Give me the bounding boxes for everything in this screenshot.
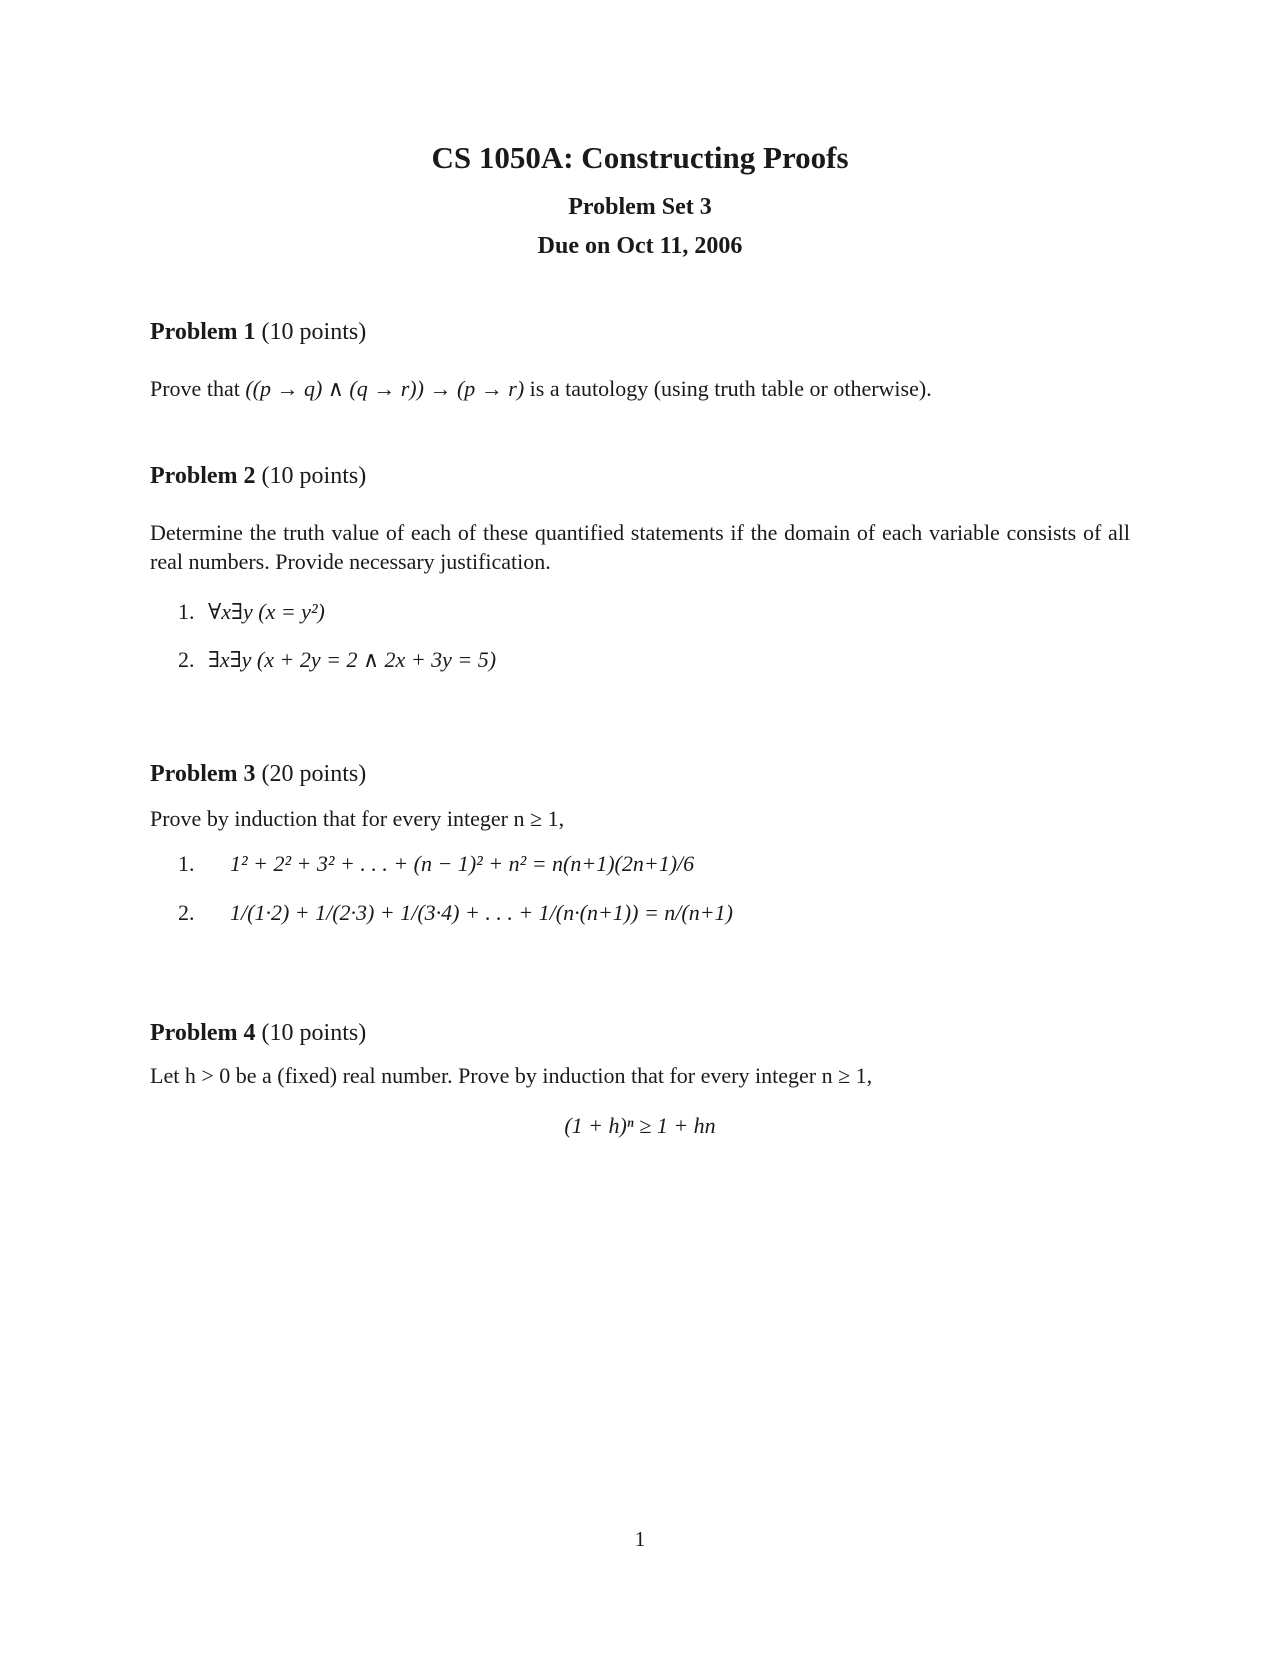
- problem-2-item-1: [178, 597, 325, 626]
- problem-4-points: (10 points): [261, 1020, 367, 1046]
- problem-2-label: Problem 2: [150, 463, 256, 489]
- problem-3-item-2-number: 2.: [178, 900, 195, 925]
- problem-2-points: (10 points): [261, 463, 367, 489]
- problem-3-label: Problem 3: [150, 761, 256, 787]
- problem-2-item-2: [178, 645, 496, 674]
- problem-1-formula: ((p → q) ∧ (q → r)) → (p → r): [245, 376, 525, 401]
- problem-4-statement: Let h > 0 be a (fixed) real number. Prove by induction that for every integer n ≥ 1,: [150, 1063, 873, 1088]
- page-number: 1: [634, 1527, 646, 1551]
- problem-4-formula: (1 + h)ⁿ ≥ 1 + hn: [564, 1113, 716, 1138]
- page-title: CS 1050A: Constructing Proofs: [431, 140, 849, 175]
- problem-2-item-1-formula: ∀x∃y (x = y²): [208, 599, 325, 624]
- problem-1-label: Problem 1: [150, 319, 256, 345]
- problem-2-item-2-number: 2.: [178, 647, 195, 672]
- problem-2-item-2-formula: ∃x∃y (x + 2y = 2 ∧ 2x + 3y = 5): [208, 647, 497, 672]
- problem-2-item-1-number: 1.: [178, 599, 195, 624]
- problem-3-statement: Prove by induction that for every integer n ≥ 1,: [150, 806, 565, 831]
- problem-3-item-2-formula: 1/(1·2) + 1/(2·3) + 1/(3·4) + . . . + 1/(n·(n+1)) = n/(n+1): [230, 900, 733, 925]
- problem-1-points: (10 points): [261, 319, 367, 345]
- due-date: Due on Oct 11, 2006: [537, 233, 743, 259]
- problem-3-item-1-number: 1.: [178, 851, 195, 876]
- problem-4-display-formula: [0, 1113, 1280, 1139]
- problem-set-label: Problem Set 3: [568, 194, 712, 220]
- problem-3-item-1-formula: 1² + 2² + 3² + . . . + (n − 1)² + n² = n(n+1)(2n+1)/6: [230, 851, 695, 876]
- problem-3-points: (20 points): [261, 761, 367, 787]
- problem-1-statement: [150, 374, 932, 403]
- problem-4-label: Problem 4: [150, 1020, 256, 1046]
- problem-1-suffix: is a tautology (using truth table or otherwise).: [529, 376, 932, 401]
- problem-2-heading: [150, 463, 366, 490]
- problem-1-prefix: Prove that: [150, 376, 240, 401]
- problem-4-heading: [150, 1020, 366, 1047]
- problem-3-heading: [150, 761, 366, 788]
- problem-2-statement: Determine the truth value of each of these quantified statements if the domain of each variable consists of all real numbers. Provide necessary justification.: [150, 520, 1130, 574]
- problem-1-heading: [150, 319, 366, 346]
- problem-3-item-2: [178, 898, 733, 927]
- problem-3-item-1: [178, 849, 694, 878]
